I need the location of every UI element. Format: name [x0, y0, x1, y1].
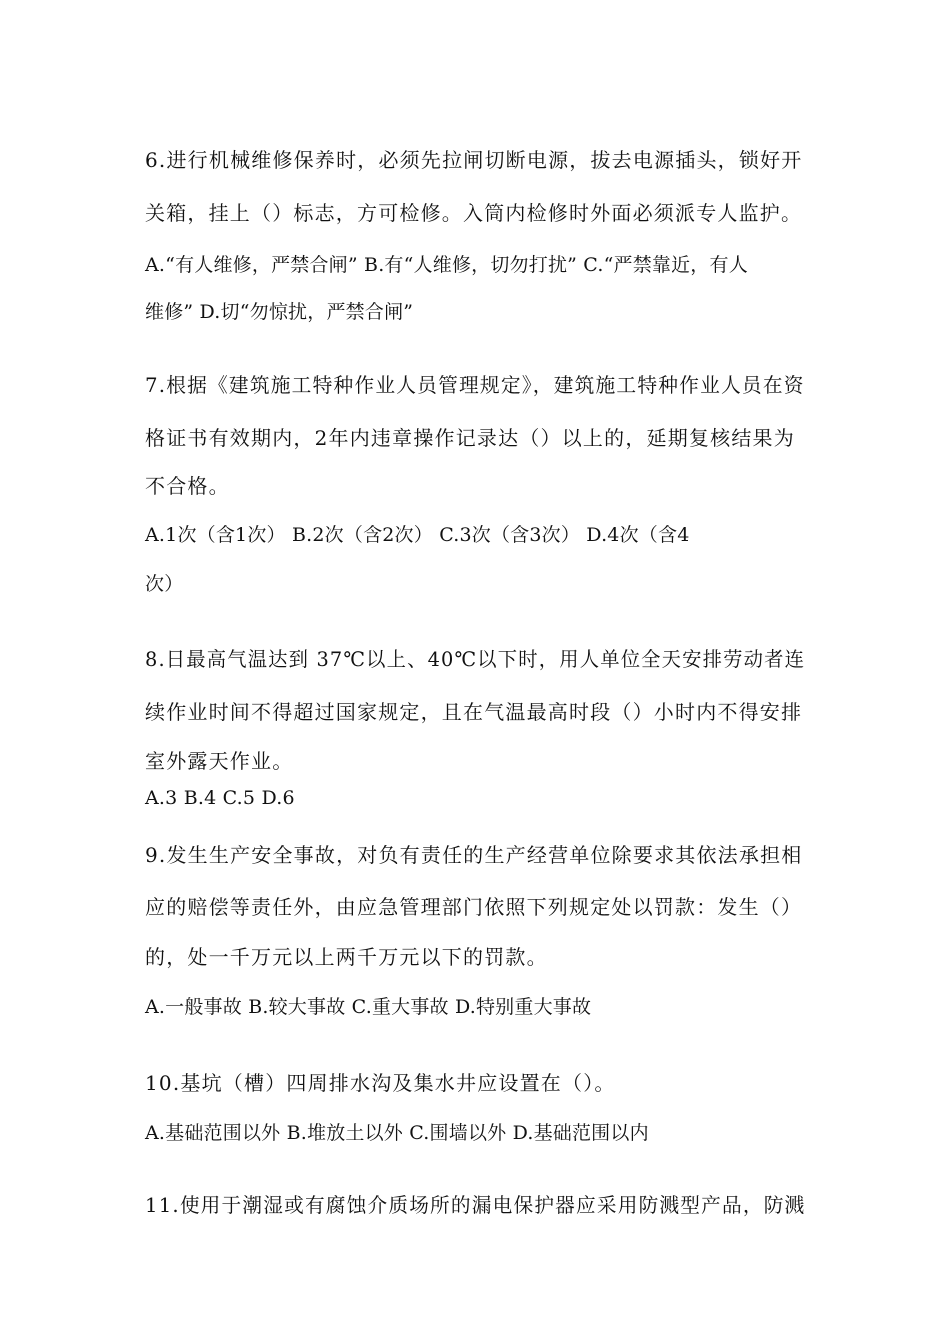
question-6-options-line-1: A.“有人维修，严禁合闸” B.有“人维修，切勿打扰” C.“严禁靠近，有人	[145, 254, 748, 276]
question-6-line-2: 关箱，挂上（）标志，方可检修。入筒内检修时外面必须派专人监护。	[145, 201, 803, 225]
question-10-options-line-1: A.基础范围以外 B.堆放土以外 C.围墙以外 D.基础范围以内	[145, 1122, 649, 1144]
question-9-options-line-1: A.一般事故 B.较大事故 C.重大事故 D.特别重大事故	[145, 996, 592, 1018]
question-7-line-1: 7.根据《建筑施工特种作业人员管理规定》，建筑施工特种作业人员在资	[145, 373, 805, 397]
question-11-line-1: 11.使用于潮湿或有腐蚀介质场所的漏电保护器应采用防溅型产品，防溅	[145, 1193, 806, 1217]
question-8-line-1: 8.日最高气温达到 37℃以上、40℃以下时，用人单位全天安排劳动者连	[145, 647, 806, 671]
question-10-line-1: 10.基坑（槽）四周排水沟及集水井应设置在（）。	[145, 1071, 616, 1095]
question-7-options-line-2: 次）	[145, 573, 184, 595]
question-7-line-3: 不合格。	[145, 474, 230, 498]
question-8-line-3: 室外露天作业。	[145, 749, 294, 773]
question-8-options-line-1: A.3 B.4 C.5 D.6	[145, 787, 295, 809]
question-6-options-line-2: 维修” D.切“勿惊扰，严禁合闸”	[145, 301, 414, 323]
question-9-line-1: 9.发生生产安全事故，对负有责任的生产经营单位除要求其依法承担相	[145, 843, 803, 867]
question-7-line-2: 格证书有效期内，2年内违章操作记录达（）以上的，延期复核结果为	[145, 426, 795, 450]
question-8-line-2: 续作业时间不得超过国家规定，且在气温最高时段（）小时内不得安排	[145, 700, 803, 724]
question-9-line-3: 的，处一千万元以上两千万元以下的罚款。	[145, 945, 548, 969]
question-9-line-2: 应的赔偿等责任外，由应急管理部门依照下列规定处以罚款：发生（）	[145, 895, 803, 919]
question-6-line-1: 6.进行机械维修保养时，必须先拉闸切断电源，拔去电源插头，锁好开	[145, 148, 803, 172]
question-7-options-line-1: A.1次（含1次） B.2次（含2次） C.3次（含3次） D.4次（含4	[145, 524, 690, 546]
